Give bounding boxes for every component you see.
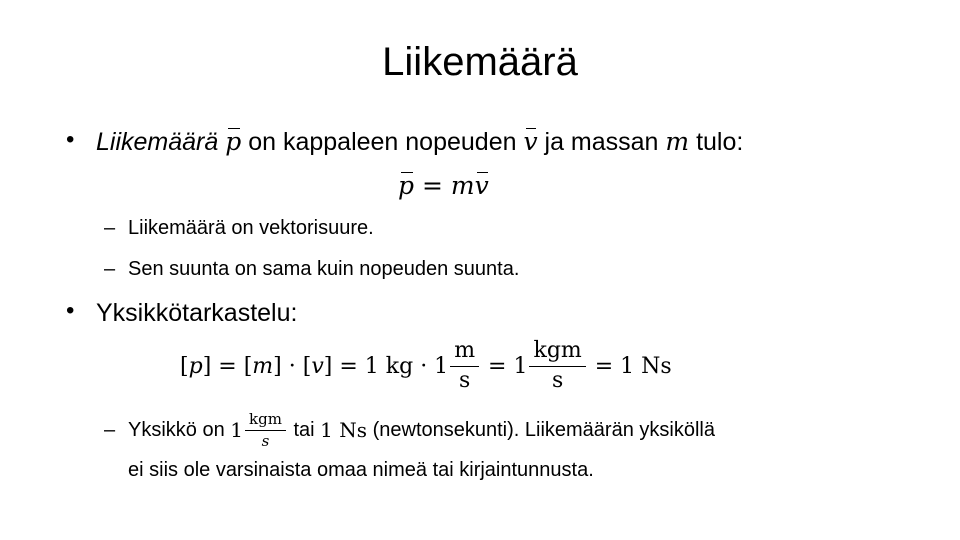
unit-text-a: Yksikkö on xyxy=(128,419,231,441)
bracket-open: [ xyxy=(243,353,253,379)
formula-v-bar: v xyxy=(474,171,489,200)
fraction-kgm-per-s-small xyxy=(245,411,286,449)
unit-text-b: tai xyxy=(287,419,321,441)
eq-kg-term: 1 kg · 1 xyxy=(364,353,449,379)
sub-bullet-direction xyxy=(104,255,519,283)
sub-bullet-text: Liikemäärä on vektorisuure. xyxy=(128,217,374,239)
unit-text-c: (newtonsekunti). Liikemäärän yksiköllä xyxy=(367,419,715,441)
formula-equals: = xyxy=(414,171,451,200)
term-liikemaara: Liikemäärä xyxy=(96,128,219,156)
fraction-numerator: kgm xyxy=(529,339,585,366)
bullet-momentum-definition xyxy=(96,126,743,158)
eq-p: p xyxy=(188,353,203,379)
fraction-denominator: s xyxy=(458,367,471,393)
eq-equals-one: = 1 xyxy=(481,353,528,379)
definition-text-c: tulo: xyxy=(689,128,744,156)
fraction-kgm-per-s xyxy=(529,339,585,392)
bracket-open: [ xyxy=(180,353,189,379)
bracket-close: ] xyxy=(273,353,282,379)
dash-marker: – xyxy=(104,217,116,239)
formula-p-bar: p xyxy=(398,171,415,200)
sub-bullet-unit xyxy=(104,404,715,456)
bracket-open: [ xyxy=(302,353,312,379)
bullet-marker: • xyxy=(66,297,75,324)
eq-equals: = xyxy=(211,353,244,379)
eq-equals-ns: = 1 Ns xyxy=(587,353,672,379)
sub-bullet-text: Sen suunta on sama kuin nopeuden suunta. xyxy=(128,258,520,280)
dash-marker: – xyxy=(104,258,116,280)
definition-text-a: on kappaleen nopeuden xyxy=(241,128,524,156)
fraction-m-per-s xyxy=(450,339,479,392)
eq-dot: · xyxy=(281,353,303,379)
sub-bullet-unit-continuation: ei siis ole varsinaista omaa nimeä tai kirjaintunnusta. xyxy=(128,459,594,481)
unit-equation xyxy=(180,334,672,398)
bullet-unit-analysis: Yksikkötarkastelu: xyxy=(96,299,298,327)
bullet-marker: • xyxy=(66,126,75,153)
fraction-denominator: s xyxy=(261,431,270,450)
eq-m: m xyxy=(252,353,274,379)
bracket-close: ] xyxy=(202,353,212,379)
symbol-m: m xyxy=(665,127,690,156)
definition-text-b: ja massan xyxy=(537,128,666,156)
formula-m: m xyxy=(450,171,475,200)
unit-ns: 1 Ns xyxy=(320,418,368,442)
bracket-close: ] xyxy=(323,353,333,379)
eq-v: v xyxy=(311,353,324,379)
eq-equals: = xyxy=(332,353,365,379)
unit-one: 1 xyxy=(230,418,243,442)
dash-marker: – xyxy=(104,419,116,441)
symbol-v-bar: v xyxy=(523,127,538,156)
symbol-p-bar: p xyxy=(225,127,242,156)
fraction-numerator: m xyxy=(450,339,479,366)
sub-bullet-vector xyxy=(104,214,374,242)
momentum-formula xyxy=(398,170,489,202)
slide-title: Liikemäärä xyxy=(382,40,578,84)
fraction-numerator: kgm xyxy=(245,411,286,431)
fraction-denominator: s xyxy=(551,367,564,393)
